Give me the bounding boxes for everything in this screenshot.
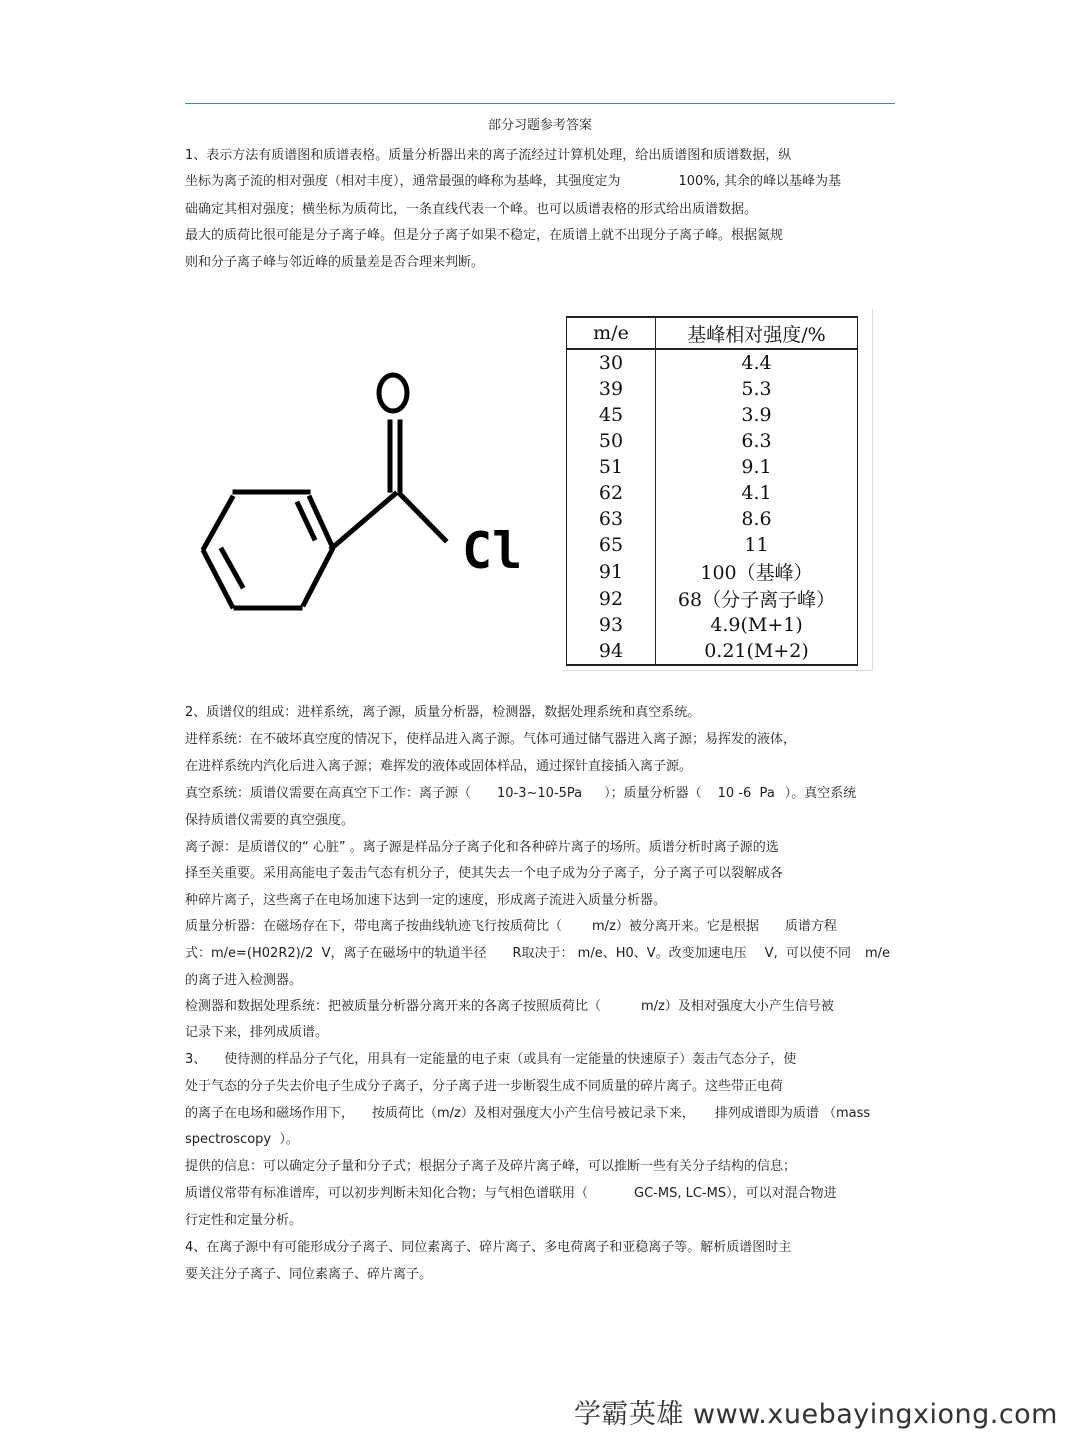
c-cl-bond: [400, 494, 445, 540]
text-line: 则和分子离子峰与邻近峰的质量差是否合理来判断。: [185, 255, 485, 270]
table-cell: 4.4: [656, 349, 858, 376]
table-cell: 63: [567, 506, 656, 532]
table-row: [567, 480, 858, 506]
table-cell: 39: [567, 376, 656, 402]
table-row: [567, 532, 858, 558]
table-cell: 50: [567, 428, 656, 454]
chlorine-label: Cl: [462, 522, 523, 580]
table-row: [567, 585, 858, 612]
ring-inner-bond: [298, 504, 314, 538]
table-row: [567, 349, 858, 376]
site-watermark: 学霸英雄 www.xuebayingxiong.com: [573, 1399, 1058, 1430]
text-line: 行定性和定量分析。: [185, 1213, 303, 1228]
table-cell: 45: [567, 402, 656, 428]
table-cell: 94: [567, 638, 656, 665]
table-row: [567, 506, 858, 532]
table-row: [567, 428, 858, 454]
table-cell: 8.6: [656, 506, 858, 532]
table-row: [567, 638, 858, 665]
table-row: [567, 376, 858, 402]
text-line: 4、在离子源中有可能形成分子离子、同位素离子、碎片离子、多电荷离子和亚稳离子等。解析质谱图时主: [185, 1240, 792, 1255]
text-line: 质量分析器：在磁场存在下，带电离子按曲线轨迹飞行按质荷比（ m/z）被分离开来。它是根据 质谱方程: [185, 919, 837, 934]
text-line: 3、 使待测的样品分子气化，用具有一定能量的电子束（或具有一定能量的快速原子）轰击气态分子，使: [185, 1052, 797, 1067]
text-line: 要关注分子离子、同位素离子、碎片离子。: [185, 1267, 433, 1282]
benzoyl-chloride-structure: [190, 360, 530, 620]
oxygen-atom: [379, 375, 407, 411]
text-line: 真空系统：质谱仪需要在高真空下工作：离子源（ 10-3~10-5Pa ）；质量分析器（ 10 -6 Pa ）。真空系统: [185, 786, 857, 801]
ring-bond: [304, 550, 332, 604]
page-title: 部分习题参考答案: [487, 118, 592, 133]
table-cell: 4.9(M+1): [656, 612, 858, 638]
text-line: 提供的信息：可以确定分子量和分子式；根据分子离子及碎片离子峰，可以推断一些有关分子结构的信息；: [185, 1159, 797, 1174]
carbonyl-bond: [332, 494, 395, 548]
text-line: spectroscopy ）。: [185, 1132, 299, 1147]
text-line: 检测器和数据处理系统：把被质量分析器分离开来的各离子按照质荷比（ m/z）及相对强度大小产生信号被: [185, 999, 834, 1014]
table-row: [567, 454, 858, 480]
table-cell: 4.1: [656, 480, 858, 506]
column-header: m/e: [567, 317, 656, 349]
text-line: 离子源：是质谱仪的“ 心脏” 。离子源是样品分子离子化和各种碎片离子的场所。质谱分析时离子源的选: [185, 840, 779, 855]
text-line: 坐标为离子流的相对强度（相对丰度），通常最强的峰称为基峰，其强度定为 100%, 其余的峰以基峰为基: [185, 174, 841, 189]
text-line: 最大的质荷比很可能是分子离子峰。但是分子离子如果不稳定，在质谱上就不出现分子离子峰。根据氮规: [185, 228, 784, 243]
mass-spectrum-table: [566, 316, 858, 666]
ring-bond: [204, 498, 232, 548]
table-cell: 92: [567, 585, 656, 612]
table-row: [567, 402, 858, 428]
table-cell: 9.1: [656, 454, 858, 480]
header-rule: [185, 103, 895, 104]
text-line: 择至关重要。采用高能电子轰击气态有机分子，使其失去一个电子成为分子离子，分子离子可以裂解成各: [185, 866, 784, 881]
text-line: 处于气态的分子失去价电子生成分子离子，分子离子进一步断裂生成不同质量的碎片离子。这些带正电荷: [185, 1079, 784, 1094]
text-line: 质谱仪常带有标准谱库，可以初步判断未知化合物；与气相色谱联用（ GC-MS, LC-MS），可以对混合物进: [185, 1186, 837, 1201]
text-line: 础确定其相对强度；横坐标为质荷比，一条直线代表一个峰。也可以质谱表格的形式给出质谱数据。: [185, 202, 758, 217]
text-line: 在进样系统内汽化后进入离子源；难挥发的液体或固体样品，通过探针直接插入离子源。: [185, 759, 693, 774]
table-cell: 65: [567, 532, 656, 558]
table-cell: 62: [567, 480, 656, 506]
table-cell: 30: [567, 349, 656, 376]
table-cell: 11: [656, 532, 858, 558]
text-line: 式：m/e=(H02R2)/2 V，离子在磁场中的轨道半径 R取决于： m/e、H0、V。改变加速电压 V, 可以使不同 m/e: [185, 946, 891, 961]
text-line: 进样系统：在不破坏真空度的情况下，使样品进入离子源。气体可通过储气器进入离子源；易挥发的液体，: [185, 732, 797, 747]
table-cell: 0.21(M+2): [656, 638, 858, 665]
ring-inner-bond: [222, 550, 242, 586]
mass-spectrum-table-panel: [562, 308, 872, 670]
table-cell: 68（分子离子峰）: [656, 585, 858, 612]
table-cell: 93: [567, 612, 656, 638]
text-line: 的离子在电场和磁场作用下， 按质荷比（m/z）及相对强度大小产生信号被记录下来， 排列成谱即为质谱 （mass: [185, 1106, 871, 1121]
text-line: 种碎片离子，这些离子在电场加速下达到一定的速度，形成离子流进入质量分析器。: [185, 893, 667, 908]
text-line: 记录下来，排列成质谱。: [185, 1025, 329, 1040]
column-header: 基峰相对强度/%: [656, 317, 858, 349]
table-cell: 51: [567, 454, 656, 480]
text-line: 1、表示方法有质谱图和质谱表格。质量分析器出来的离子流经过计算机处理，给出质谱图和质谱数据，纵: [185, 148, 792, 163]
text-line: 保持质谱仪需要的真空强度。: [185, 813, 355, 828]
table-row: [567, 558, 858, 585]
table-cell: 100（基峰）: [656, 558, 858, 585]
table-cell: 3.9: [656, 402, 858, 428]
table-cell: 91: [567, 558, 656, 585]
table-cell: 5.3: [656, 376, 858, 402]
text-line: 的离子进入检测器。: [185, 973, 303, 988]
table-row: [567, 612, 858, 638]
text-line: 2、质谱仪的组成：进样系统，离子源，质量分析器，检测器，数据处理系统和真空系统。: [185, 705, 701, 720]
table-cell: 6.3: [656, 428, 858, 454]
